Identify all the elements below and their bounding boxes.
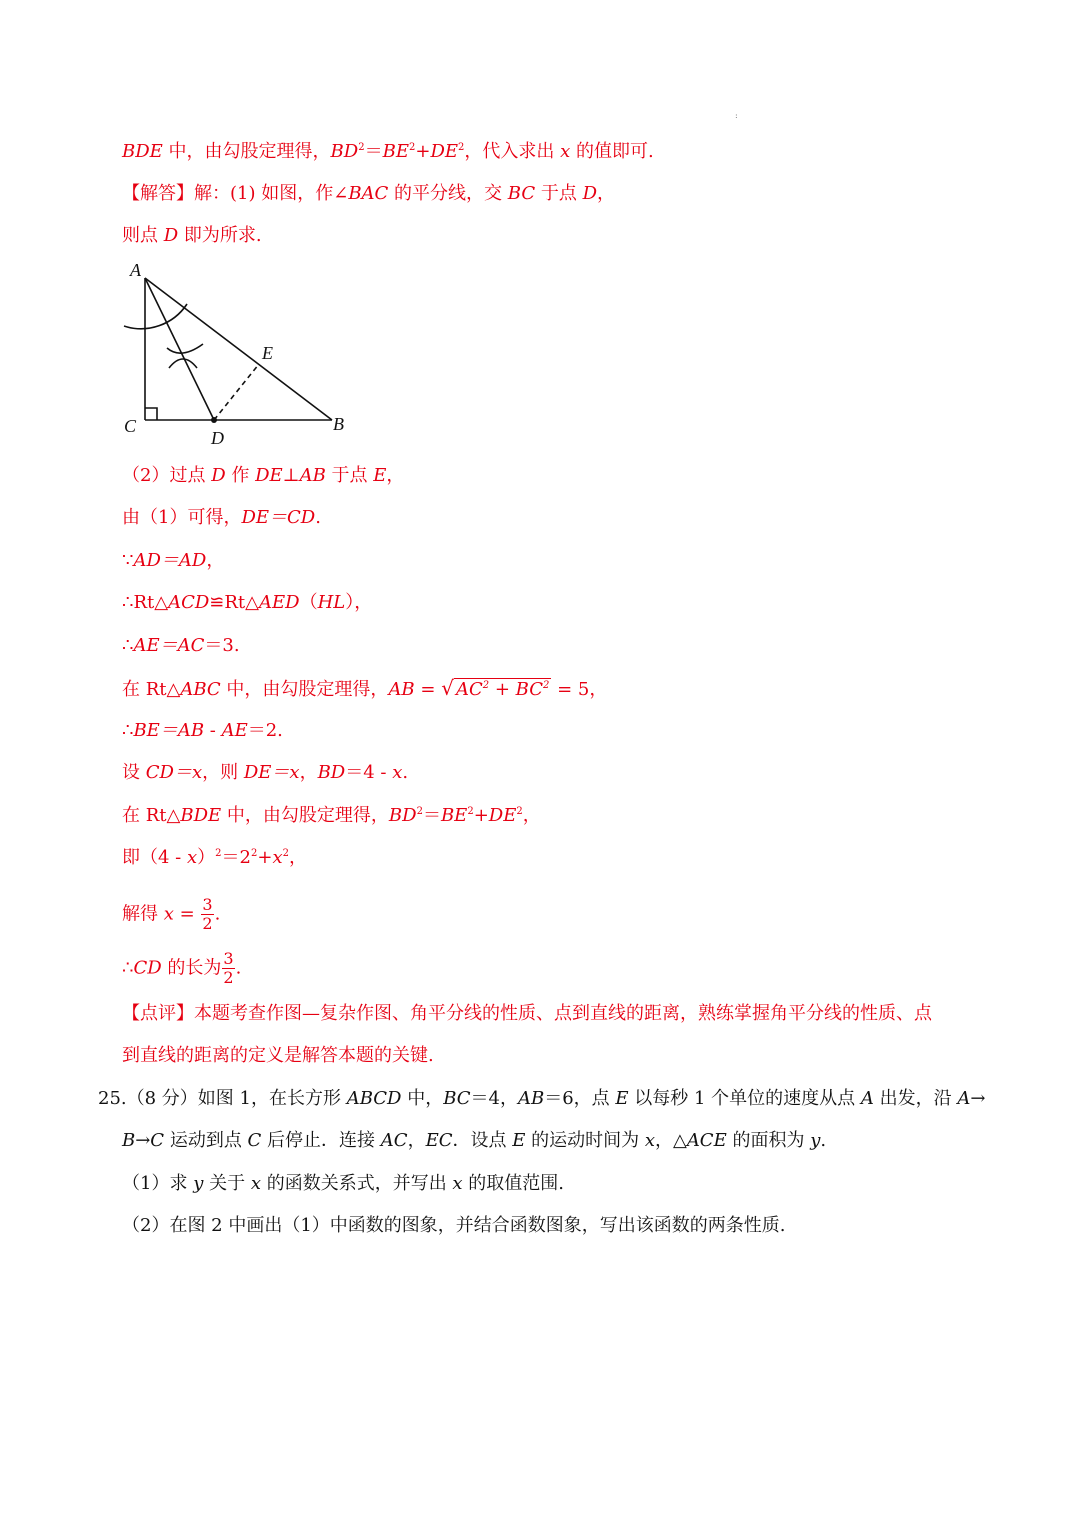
segment-de <box>214 364 259 420</box>
text: 的平分线，交 <box>388 183 508 204</box>
problem-25-line-2 <box>122 1129 826 1153</box>
text: 于点 <box>325 465 374 486</box>
arc-2 <box>169 359 197 368</box>
text: ， <box>386 465 405 486</box>
text: ＝2 <box>221 847 251 868</box>
text: D <box>211 465 226 486</box>
text: ，△ <box>654 1130 687 1151</box>
text-bde: BDE <box>122 141 163 162</box>
triangle-figure <box>115 258 365 453</box>
text: 本题考查作图—复杂作图、角平分线的性质、点到直线的距离，熟练掌握角平分线的性质、点 <box>194 1003 932 1024</box>
step-12 <box>122 950 241 987</box>
superscript: 2 <box>482 680 490 691</box>
text: BD <box>317 762 346 783</box>
superscript: 2 <box>416 806 423 817</box>
bisector-ad <box>145 278 214 420</box>
text: 的长为 <box>161 957 222 979</box>
text: DE <box>430 141 459 162</box>
text: 25.（8 分）如图 1，在长方形 <box>98 1088 347 1109</box>
text: x <box>452 1173 463 1194</box>
text: ， <box>206 550 225 571</box>
text: ABCD <box>346 1088 402 1109</box>
text: x <box>392 762 403 783</box>
text: 的取值范围. <box>462 1173 565 1194</box>
solution-tag: 【解答】 <box>122 183 194 204</box>
text: ∴Rt△ <box>122 592 169 613</box>
text: AE <box>221 720 248 741</box>
text: A→ <box>957 1088 986 1109</box>
text: 到直线的距离的定义是解答本题的关键. <box>122 1045 434 1066</box>
step-4 <box>122 591 372 615</box>
comment-line-1 <box>122 1002 932 1026</box>
text: E <box>373 465 387 486</box>
text: . <box>214 903 221 925</box>
problem-25-question-1 <box>122 1172 564 1196</box>
label-b: B <box>333 414 344 434</box>
solution-line-2 <box>122 224 262 248</box>
text: 于点 <box>535 183 583 204</box>
text: BE＝AB <box>133 720 205 741</box>
text: 中，由勾股定理得， <box>162 141 331 162</box>
step-7 <box>122 719 283 743</box>
text: ．设点 <box>452 1130 513 1151</box>
text: 由（1）可得， <box>122 507 242 528</box>
text: 则点 <box>122 225 164 246</box>
text: E <box>615 1088 629 1109</box>
step-2 <box>122 506 321 530</box>
step-1 <box>122 464 404 488</box>
text: . <box>235 957 242 979</box>
text: 设 <box>122 762 146 783</box>
fraction-three-halves <box>201 896 213 933</box>
text: . <box>402 762 409 783</box>
text: ACE <box>686 1130 727 1151</box>
text: ⊥ <box>282 465 300 486</box>
text: ∴ <box>122 635 134 656</box>
denominator: 2 <box>202 914 213 933</box>
superscript: 2 <box>542 680 550 691</box>
superscript: 2 <box>408 142 416 153</box>
text: y <box>193 1173 204 1194</box>
text: 在 Rt△ <box>122 805 181 826</box>
step-8 <box>122 761 408 785</box>
text: （2）在图 2 中画出（1）中函数的图象，并结合函数图象，写出该函数的两条性质. <box>122 1215 786 1236</box>
text: ≌Rt△ <box>209 592 260 613</box>
text: DE <box>255 465 283 486</box>
superscript: 2 <box>250 848 258 859</box>
superscript: 2 <box>467 806 474 817</box>
text: ACD <box>168 592 210 613</box>
text: y <box>810 1130 821 1151</box>
point-d <box>211 417 217 423</box>
denominator: 2 <box>223 968 234 987</box>
text: 中，由勾股定理得， <box>220 679 389 700</box>
text: 作 <box>225 465 256 486</box>
text: x <box>272 847 283 868</box>
text: ABC <box>180 679 221 700</box>
problem-25-line-1 <box>98 1087 985 1111</box>
text: AB <box>518 1088 545 1109</box>
text: D <box>582 183 597 204</box>
text: ，则 <box>202 762 244 783</box>
text: ，代入求出 <box>464 141 561 162</box>
text: x <box>163 903 174 925</box>
step-6 <box>122 676 607 702</box>
superscript: 2 <box>458 142 465 153</box>
step-11 <box>122 896 220 933</box>
text: BC <box>507 183 536 204</box>
text: - <box>204 720 222 741</box>
text: C <box>247 1130 262 1151</box>
text: ， <box>299 762 318 783</box>
text: 的运动时间为 <box>525 1130 645 1151</box>
text: （2）过点 <box>122 465 212 486</box>
text: = <box>414 679 442 700</box>
text: ＝ <box>422 805 441 826</box>
text: 在 Rt△ <box>122 679 181 700</box>
superscript: 2 <box>215 848 222 859</box>
arc-a <box>124 304 187 329</box>
text: ＝3. <box>204 635 240 656</box>
text: BC <box>443 1088 471 1109</box>
superscript: 2 <box>282 848 289 859</box>
text: BD <box>388 805 417 826</box>
text: = 5， <box>551 679 608 700</box>
text: 中， <box>401 1088 444 1109</box>
text: EC <box>425 1130 453 1151</box>
text: ∵ <box>122 550 134 571</box>
text: BE <box>382 141 409 162</box>
text: 的值即可. <box>570 141 654 162</box>
text: ， <box>597 183 615 204</box>
text: 即为所求. <box>178 225 262 246</box>
text: BAC <box>348 183 389 204</box>
text: 解：(1) 如图，作∠ <box>194 183 349 204</box>
text: BE <box>440 805 468 826</box>
text: + <box>257 847 273 868</box>
text: DE＝CD <box>241 507 316 528</box>
text: ， <box>407 1130 426 1151</box>
text: x <box>560 141 571 162</box>
step-9 <box>122 804 541 828</box>
text: ∴ <box>122 957 134 979</box>
text: B→C <box>122 1130 165 1151</box>
text: x <box>186 847 198 868</box>
text: 的函数关系式，并写出 <box>260 1173 453 1194</box>
step-3 <box>122 549 224 573</box>
text: ∴ <box>122 720 134 741</box>
text: CD＝x <box>145 762 203 783</box>
text: 解得 <box>122 903 164 925</box>
text: 中，由勾股定理得， <box>221 805 389 826</box>
text: 后停止．连接 <box>261 1130 381 1151</box>
fraction-three-halves <box>222 950 234 987</box>
text: ＝2. <box>247 720 283 741</box>
text: x <box>250 1173 261 1194</box>
text: ＝ <box>364 141 383 162</box>
sqrt-sign: √ <box>441 676 454 700</box>
text: BD <box>330 141 359 162</box>
text: ＝4， <box>470 1088 518 1109</box>
text: AB <box>299 465 326 486</box>
text: 即（4 - <box>122 847 187 868</box>
text: DE <box>488 805 517 826</box>
arc-1 <box>167 344 203 353</box>
text: + <box>415 141 431 162</box>
side-ab <box>145 278 332 420</box>
numerator: 3 <box>223 949 234 968</box>
text: ＝6，点 <box>544 1088 616 1109</box>
text: . <box>820 1130 827 1151</box>
right-angle-mark <box>145 408 157 420</box>
text: AC <box>380 1130 408 1151</box>
text: ， <box>522 805 541 826</box>
text: 出发，沿 <box>873 1088 958 1109</box>
problem-25-question-2 <box>122 1214 786 1238</box>
text: x <box>644 1130 655 1151</box>
solution-line-1 <box>122 182 615 206</box>
text: HL <box>317 592 346 613</box>
comment-line-2 <box>122 1044 434 1068</box>
step-10 <box>122 846 307 870</box>
text: AED <box>259 592 300 613</box>
numerator: 3 <box>202 895 213 914</box>
text: = <box>173 903 201 925</box>
text: E <box>512 1130 526 1151</box>
text: CD <box>133 957 162 979</box>
text: （1）求 <box>122 1173 194 1194</box>
analysis-line <box>122 140 654 164</box>
superscript: 2 <box>516 806 523 817</box>
text: BC <box>515 679 543 700</box>
text: ） <box>197 847 216 868</box>
label-a: A <box>130 260 141 280</box>
text: DE＝x <box>243 762 300 783</box>
comment-tag: 【点评】 <box>122 1003 194 1024</box>
text: ， <box>288 847 307 868</box>
text: BDE <box>180 805 222 826</box>
text: AE＝AC <box>133 635 205 656</box>
label-e: E <box>262 343 273 363</box>
text: + <box>473 805 489 826</box>
radicand <box>454 678 551 700</box>
text: AC <box>455 679 483 700</box>
text: ＝4 - <box>345 762 393 783</box>
text: + <box>489 679 516 700</box>
superscript: 2 <box>358 142 365 153</box>
label-c: C <box>124 416 137 436</box>
label-d: D <box>211 428 224 448</box>
page-marker: : <box>735 111 738 120</box>
text: AD＝AD <box>133 550 207 571</box>
text: 的面积为 <box>726 1130 811 1151</box>
text: D <box>163 225 179 246</box>
text: AB <box>388 679 415 700</box>
text: 运动到点 <box>164 1130 248 1151</box>
text: . <box>315 507 321 528</box>
text: A <box>860 1088 874 1109</box>
text: 以每秒 1 个单位的速度从点 <box>628 1088 861 1109</box>
text: ）， <box>345 592 373 613</box>
step-5 <box>122 634 240 658</box>
text: （ <box>299 592 318 613</box>
text: 关于 <box>203 1173 251 1194</box>
